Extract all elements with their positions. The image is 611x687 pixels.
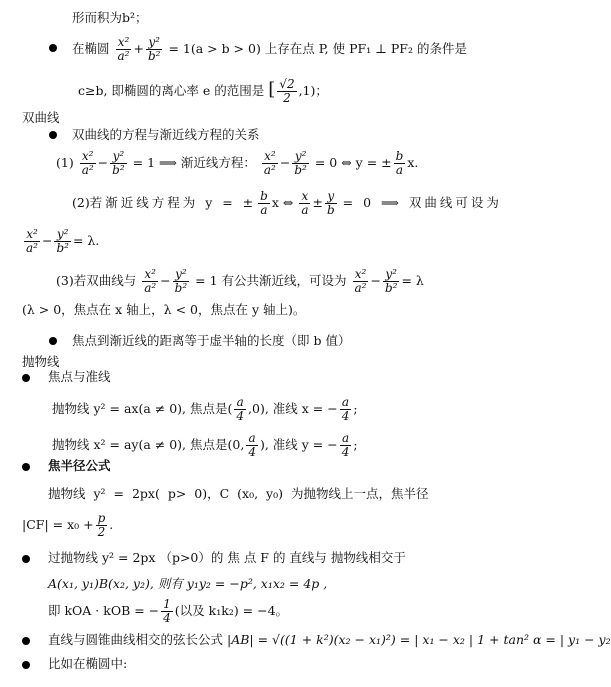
bullet [49, 131, 57, 139]
line-hyperbola-lambda: $\frac{\text{x²}}{\text{a²}}$ − $\frac{\text{y²}}{\text{b²}}$ = λ. [26, 227, 100, 255]
bullet [22, 555, 30, 563]
line-hyperbola-1: (1) $\frac{\text{x²}}{\text{a²}}$ − $\frac{\text{y²}}{\text{b²}}$ = 1 ⟹ 渐近线方程： $\frac{\text{x²}}{\text{a²}}$ − $\frac{\text{y²}}{\text{b²}}$ = 0 ⇔ y = ± $\frac{b}{a}$ x. [56, 149, 419, 177]
line-focal-radius-heading: 焦半径公式 [48, 458, 111, 473]
fraction: $\frac{\text{x²}}{\text{a²}}$ [117, 35, 130, 63]
line-hyperbola-relation: 双曲线的方程与渐近线方程的关系 [72, 127, 260, 142]
line-slopes: 即 kOA · kOB = − $\frac{1}{4}$ (以及 k₁k₂) = −4。 [48, 597, 289, 625]
bullet [22, 637, 30, 645]
line-lambda-note: (λ > 0，焦点在 x 轴上，λ < 0，焦点在 y 轴上)。 [22, 302, 306, 317]
fraction: $\frac{√2}{2}$ [279, 77, 295, 105]
line-chord-length: 直线与圆锥曲线相交的弦长公式 |AB| = √((1 + k²)(x₂ − x₁)²) = | x₁ − x₂ | 1 + tan² α = | y₁ − y₂ [48, 632, 611, 647]
line-parabola-x: 抛物线 y² = ax(a ≠ 0), 焦点是( $\frac{a}{4}$ ,0), 准线 x = − $\frac{a}{4}$ ; [52, 395, 358, 423]
line-chord-through-focus: 过抛物线 y² = 2px （p>0）的 焦 点 F 的 直线与 抛物线相交于 [48, 550, 406, 565]
line-focus-directrix: 焦点与准线 [48, 369, 111, 384]
bullet [49, 337, 57, 345]
line-hyperbola-2: (2)若渐近线方程为 y = ± $\frac{b}{a}$ x ⇔ $\frac{x}{a}$ ± $\frac{y}{b}$ = 0 ⟹ 双曲线可设为 [72, 189, 502, 217]
text: = 1(a > b > 0) 上存在点 P, 使 PF₁ ⊥ PF₂ 的条件是 [168, 41, 467, 56]
line-focus-distance: 焦点到渐近线的距离等于虚半轴的长度（即 b 值） [72, 333, 351, 348]
line-focal-radius: 抛物线 y² = 2px( p> 0)，C (x₀, y₀) 为抛物线上一点，焦半径 [48, 486, 429, 501]
line-ellipse-condition: 在椭圆 $\frac{\text{x²}}{\text{a²}}$ + $\frac{\text{y²}}{\text{b²}}$ = 1(a > b > 0) 上存在点 P, 使 PF₁ ⊥ PF₂ 的条件是 [72, 35, 467, 63]
bullet [22, 374, 30, 382]
bullet [22, 661, 30, 669]
line-hyperbola-3: (3)若双曲线与 $\frac{\text{x²}}{\text{a²}}$ − $\frac{\text{y²}}{\text{b²}}$ = 1 有公共渐近线，可设为 $\frac{\text{x²}}{\text{a²}}$ − $\frac{\text{y²}}{\text{b²}}$ = λ [56, 267, 424, 295]
line-parabola-y: 抛物线 x² = ay(a ≠ 0), 焦点是(0, $\frac{a}{4}$ ), 准线 y = − $\frac{a}{4}$ ; [52, 431, 358, 459]
line-cf: |CF| = x₀ + $\frac{p}{2}$ . [22, 511, 114, 539]
bullet [49, 44, 57, 52]
line-example: 比如在椭圆中: [48, 656, 128, 671]
line-area: 形而积为b²； [72, 10, 148, 25]
section-heading-hyperbola: 双曲线 [22, 110, 60, 125]
line-intersections: A(x₁, y₁)B(x₂, y₂), 则有 y₁y₂ = −p², x₁x₂ = 4p , [48, 576, 328, 591]
bullet [22, 463, 30, 471]
fraction: $\frac{\text{y²}}{\text{b²}}$ [147, 35, 161, 63]
text: 在椭圆 [72, 41, 110, 56]
section-heading-parabola: 抛物线 [22, 354, 60, 369]
line-eccentricity: c≥b, 即椭圆的离心率 e 的范围是 [ $\frac{√2}{2}$ ,1)； [78, 77, 328, 105]
